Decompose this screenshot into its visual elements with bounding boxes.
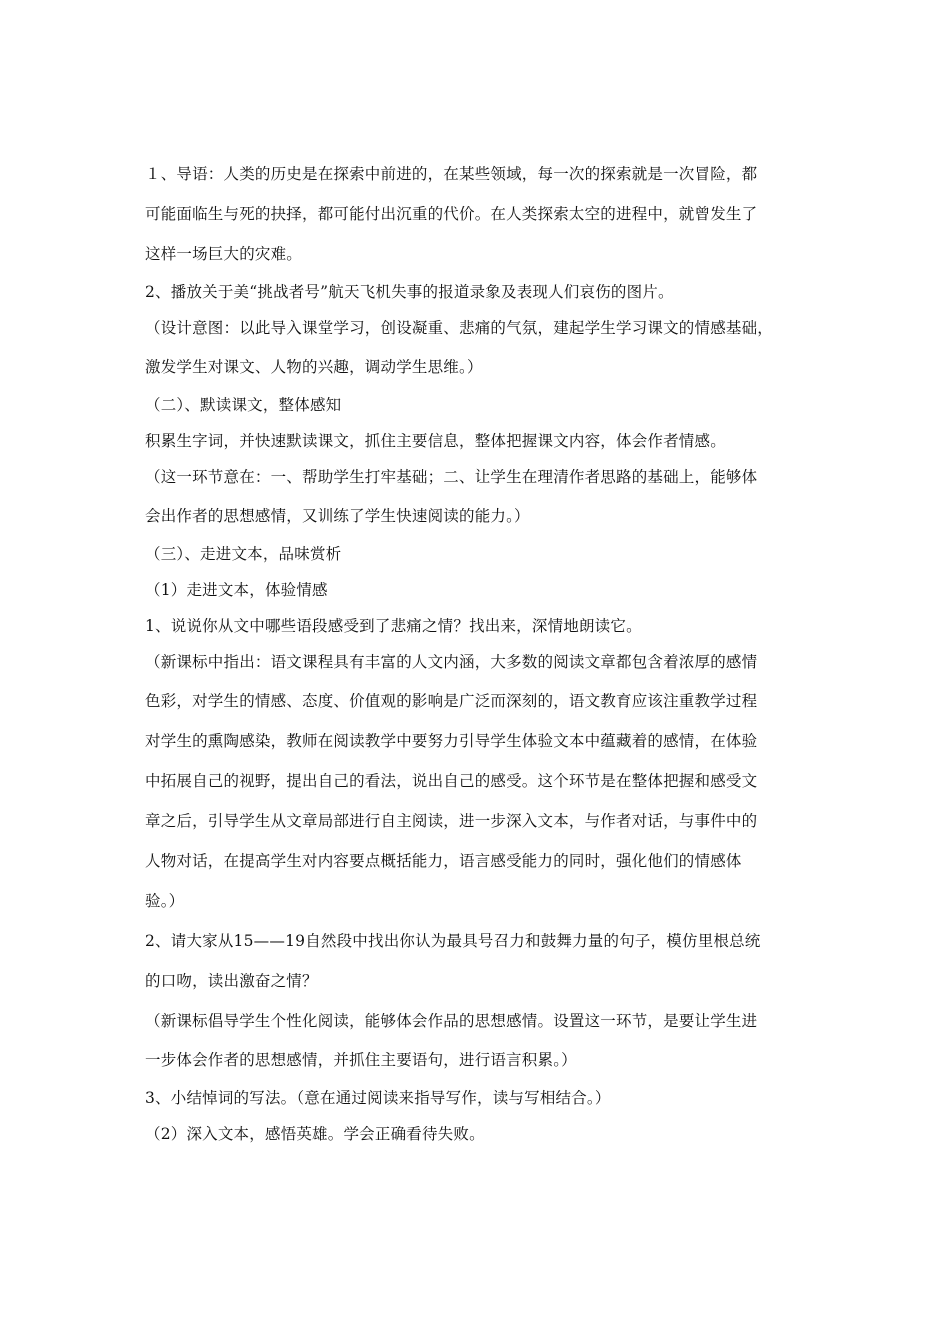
text-line: 会出作者的思想感情，又训练了学生快速阅读的能力。） — [145, 507, 530, 525]
text-line: １、导语：人类的历史是在探索中前进的，在某些领域，每一次的探索就是一次冒险，都 — [145, 165, 758, 183]
text-line: 1、说说你从文中哪些语段感受到了悲痛之情？找出来，深情地朗读它。 — [145, 617, 642, 635]
section-heading: （三）、走进文本，品味赏析 — [145, 545, 342, 563]
text-line: 2、请大家从15——19自然段中找出你认为最具号召力和鼓舞力量的句子，模仿里根总统 — [145, 932, 761, 950]
text-line: 2、播放关于美“挑战者号”航天飞机失事的报道录象及表现人们哀伤的图片。 — [145, 283, 674, 301]
text-line: 对学生的熏陶感染，教师在阅读教学中要努力引导学生体验文本中蕴藏着的感情，在体验 — [145, 732, 758, 750]
text-line: 3、小结悼词的写法。（意在通过阅读来指导写作，读与写相结合。） — [145, 1089, 611, 1107]
text-line: （设计意图：以此导入课堂学习，创设凝重、悲痛的气氛，建起学生学习课文的情感基础， — [145, 319, 774, 337]
text-line: 人物对话，在提高学生对内容要点概括能力，语言感受能力的同时，强化他们的情感体 — [145, 852, 742, 870]
text-line: 积累生字词，并快速默读课文，抓住主要信息，整体把握课文内容，体会作者情感。 — [145, 432, 726, 450]
text-line: （新课标中指出：语文课程具有丰富的人文内涵，大多数的阅读文章都包含着浓厚的感情 — [145, 653, 758, 671]
section-heading: （二）、默读课文，整体感知 — [145, 396, 342, 414]
text-line: 可能面临生与死的抉择，都可能付出沉重的代价。在人类探索太空的进程中，就曾发生了 — [145, 205, 758, 223]
text-line: 中拓展自己的视野，提出自己的看法，说出自己的感受。这个环节是在整体把握和感受文 — [145, 772, 758, 790]
text-line: 色彩，对学生的情感、态度、价值观的影响是广泛而深刻的，语文教育应该注重教学过程 — [145, 692, 758, 710]
text-line: （新课标倡导学生个性化阅读，能够体会作品的思想感情。设置这一环节，是要让学生进 — [145, 1012, 758, 1030]
text-line: 验。） — [145, 892, 185, 910]
text-line: 章之后，引导学生从文章局部进行自主阅读，进一步深入文本，与作者对话，与事件中的 — [145, 812, 758, 830]
text-line: 一步体会作者的思想感情，并抓住主要语句，进行语言积累。） — [145, 1051, 577, 1069]
text-line: 激发学生对课文、人物的兴趣，调动学生思维。） — [145, 358, 483, 376]
subsection-heading: （1）走进文本，体验情感 — [145, 581, 328, 599]
text-line: 的口吻，读出激奋之情？ — [145, 972, 318, 990]
text-line: 这样一场巨大的灾难。 — [145, 245, 303, 263]
text-line: （这一环节意在：一、帮助学生打牢基础；二、让学生在理清作者思路的基础上，能够体 — [145, 468, 758, 486]
subsection-heading: （2）深入文本，感悟英雄。学会正确看待失败。 — [145, 1125, 485, 1143]
